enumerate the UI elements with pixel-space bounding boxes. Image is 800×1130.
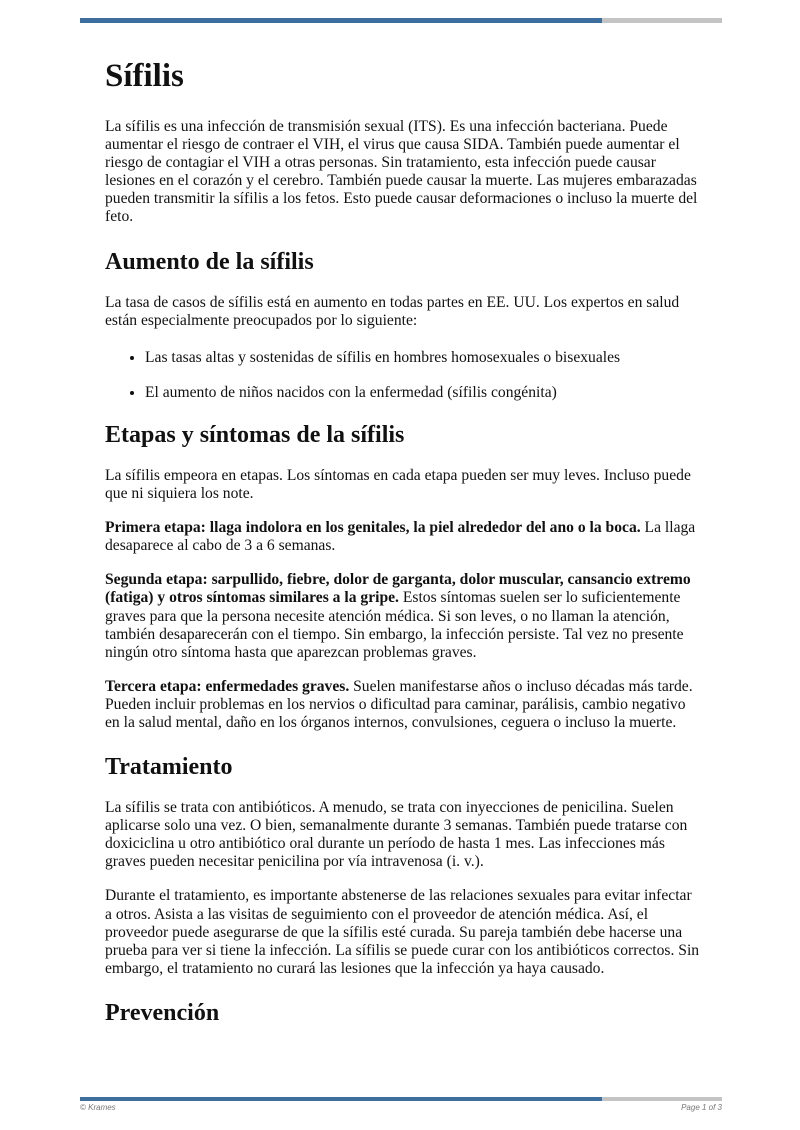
document-body <box>105 56 700 1045</box>
heading-prevention: Prevención <box>105 999 220 1026</box>
footer-rule-secondary <box>602 1097 722 1101</box>
rise-paragraph: La tasa de casos de sífilis está en aumento en todas partes en EE. UU. Los expertos en salud están especialmente preocupados por lo siguiente: <box>105 293 680 329</box>
stage1-label: Primera etapa: llaga indolora en los genitales, la piel alrededor del ano o la boca. <box>105 519 641 537</box>
stage1-text: La llaga desaparece al cabo de 3 a 6 semanas. <box>105 519 696 555</box>
list-item: • El aumento de niños nacidos con la enfermedad (sífilis congénita) <box>145 384 700 402</box>
stage3-label: Tercera etapa: enfermedades graves. <box>105 677 350 695</box>
stage2-text: Estos síntomas suelen ser lo suficientemente graves para que la persona necesite atención médica. Si son leves, o no llaman la atención, también desaparecerán con el tiempo. Sin embargo, la infección persiste. Tal vez no presente ningún otro síntoma hasta que aparezcan problemas graves. <box>105 589 684 661</box>
stages-paragraph: La sífilis empeora en etapas. Los síntomas en cada etapa pueden ser muy leves. Incluso puede que ni siquiera los note. <box>105 466 691 503</box>
rise-bullet-list <box>105 349 700 402</box>
stage3-text: Suelen manifestarse años o incluso décadas más tarde. Pueden incluir problemas en los nervios o dificultad para caminar, parálisis, cambio negativo en la salud mental, daño en los órganos internos, convulsiones, ceguera o incluso la muerte. <box>105 677 693 731</box>
stage3-paragraph <box>105 678 700 732</box>
heading-stages: Etapas y síntomas de la sífilis <box>105 421 405 448</box>
footer-page-number: Page 1 of 3 <box>681 1103 722 1112</box>
header-rule-secondary <box>602 18 722 23</box>
footer-rule-accent <box>80 1097 602 1101</box>
stage1-paragraph <box>105 519 700 555</box>
stage2-label: Segunda etapa: sarpullido, fiebre, dolor de garganta, dolor muscular, cansancio extremo (fatiga) y otros síntomas similares a la gripe. <box>105 571 691 607</box>
footer-rule <box>80 1097 722 1101</box>
header-rule <box>80 18 722 23</box>
intro-paragraph: La sífilis es una infección de transmisión sexual (ITS). Es una infección bacteriana. Puede aumentar el riesgo de contraer el VIH, el virus que causa SIDA. También puede aumentar el riesgo de contagiar el VIH a otras personas. Sin tratamiento, esta infección puede causar lesiones en el corazón y el cerebro. También puede causar la muerte. Las mujeres embarazadas pueden transmitir la sífilis a los fetos. Esto puede causar deformaciones o incluso la muerte del feto. <box>105 118 698 226</box>
page-title: Sífilis <box>105 58 184 94</box>
list-item: • Las tasas altas y sostenidas de sífilis en hombres homosexuales o bisexuales <box>145 349 700 367</box>
treatment-paragraph-1: La sífilis se trata con antibióticos. A menudo, se trata con inyecciones de penicilina. Suelen aplicarse solo una vez. O bien, semanalmente durante 3 semanas. También puede tratarse con doxiciclina u otro antibiótico oral durante un período de hasta 1 mes. Las infecciones más graves pueden necesitar penicilina por vía intravenosa (i. v.). <box>105 799 688 871</box>
stage2-paragraph <box>105 571 700 661</box>
header-rule-accent <box>80 18 602 23</box>
heading-treatment: Tratamiento <box>105 754 233 781</box>
treatment-paragraph-2: Durante el tratamiento, es importante abstenerse de las relaciones sexuales para evitar infectar a otros. Asista a las visitas de seguimiento con el proveedor de atención médica. Así, el proveedor puede asegurarse de que la sífilis esté curada. Su pareja también debe hacerse una prueba para ver si tiene la infección. La sífilis se puede curar con los antibióticos correctos. Sin embargo, el tratamiento no curará las lesiones que la infección ya haya causado. <box>105 887 700 977</box>
footer-copyright: © Krames <box>80 1103 116 1112</box>
heading-rise: Aumento de la sífilis <box>105 248 314 275</box>
